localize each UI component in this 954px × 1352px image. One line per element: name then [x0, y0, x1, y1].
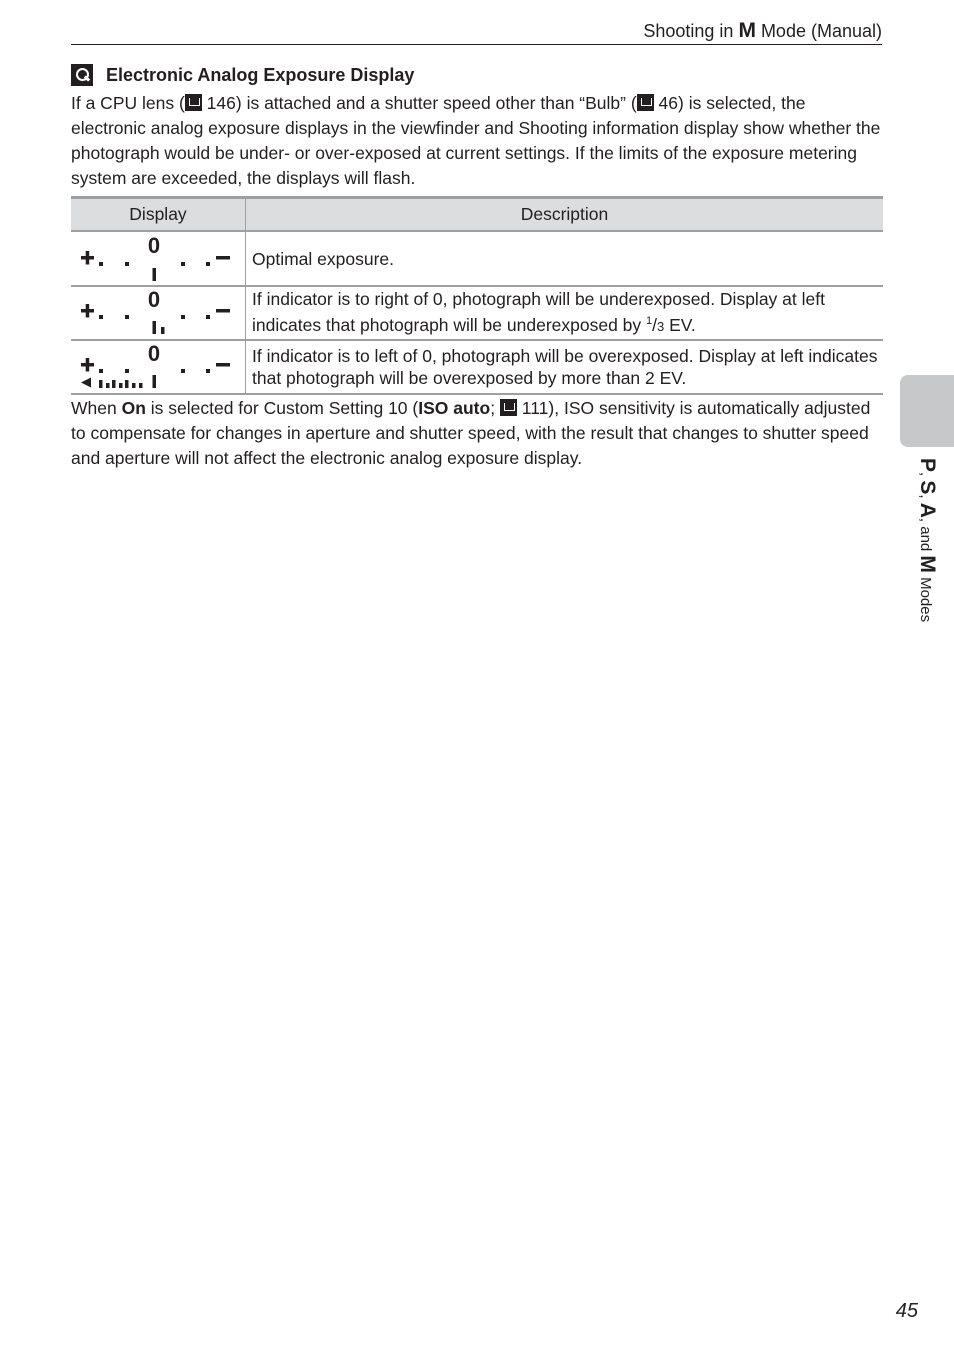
note-magnifier-icon: [71, 64, 93, 86]
display-cell: [71, 286, 246, 340]
exposure-meter-overexposed-icon: [71, 341, 245, 393]
fraction-denominator: 3: [657, 318, 665, 334]
description-cell: If indicator is to left of 0, photograph will be overexposed. Display at left indicates that photograph will be overexposed by more than 2 EV.: [246, 340, 884, 394]
table-row: [71, 231, 883, 286]
column-header-display: Display: [71, 198, 246, 232]
side-p: P: [916, 458, 939, 473]
display-cell: [71, 231, 246, 286]
page-ref-146[interactable]: 146: [206, 93, 236, 113]
description-cell: [246, 286, 884, 340]
page-ref-icon: [637, 94, 654, 111]
side-s: S: [916, 480, 939, 495]
intro-paragraph: [71, 91, 883, 191]
page-ref-46[interactable]: 46: [658, 93, 679, 113]
description-cell: Optimal exposure.: [246, 231, 884, 286]
section-thumb-tab: [900, 375, 954, 447]
iso-auto-paragraph: [71, 396, 883, 471]
intro-text-b: ) is attached and a shutter speed other than “Bulb” (: [235, 93, 637, 113]
intro-text-a: If a CPU lens (: [71, 93, 185, 113]
exposure-meter-underexposed-icon: [71, 287, 245, 339]
fraction-slash: /: [652, 314, 658, 335]
side-and: , and: [917, 517, 934, 556]
side-comma: ,: [917, 472, 934, 481]
page-ref-111[interactable]: 111: [521, 398, 549, 418]
exposure-meter-optimal-icon: [71, 232, 245, 285]
description-unit: EV.: [664, 314, 696, 335]
display-cell: [71, 340, 246, 394]
table-row: [71, 340, 883, 394]
iso-text-e: ), ISO sensitivity is automatically adjusted to compensate for changes in aperture and shutter speed, with the result that changes to shutter speed and aperture will not affect the electronic analog exposure display.: [71, 398, 871, 468]
description-text: If indicator is to right of 0, photograph will be underexposed. Display at left indicates that photograph will be underexposed by: [252, 289, 825, 335]
side-comma: ,: [917, 494, 934, 503]
intro-text-c: ) is selected, the electronic analog exposure displays in the viewfinder and Shooting information display show whether the photograph would be under- or over-exposed at current settings. If the limits of the exposure metering system are exceeded, the displays will flash.: [71, 93, 881, 188]
side-a: A: [916, 502, 939, 518]
svg-text:0: 0: [147, 233, 161, 258]
fraction-numerator: 1: [646, 315, 653, 328]
exposure-display-table: [71, 196, 883, 395]
header-prefix: Shooting in: [643, 21, 739, 41]
iso-text-d: ;: [490, 398, 500, 418]
iso-text-a: When: [71, 398, 122, 418]
iso-auto-label: ISO auto: [418, 398, 491, 418]
running-header: [71, 18, 882, 45]
table-row: [71, 286, 883, 340]
note-title-text: Electronic Analog Exposure Display: [106, 64, 415, 85]
header-suffix: Mode (Manual): [755, 21, 882, 41]
page-number: 45: [895, 1300, 918, 1322]
svg-text:0: 0: [147, 341, 161, 366]
note-title: [71, 62, 414, 88]
column-header-description: Description: [246, 198, 884, 232]
page-ref-icon: [500, 399, 517, 416]
svg-text:0: 0: [147, 287, 161, 312]
on-setting-label: On: [121, 398, 146, 418]
side-m: M: [916, 555, 939, 573]
iso-text-c: is selected for Custom Setting 10 (: [145, 398, 419, 418]
m-mode-icon: M: [738, 19, 756, 42]
page-ref-icon: [185, 94, 202, 111]
side-modes: Modes: [917, 572, 934, 623]
